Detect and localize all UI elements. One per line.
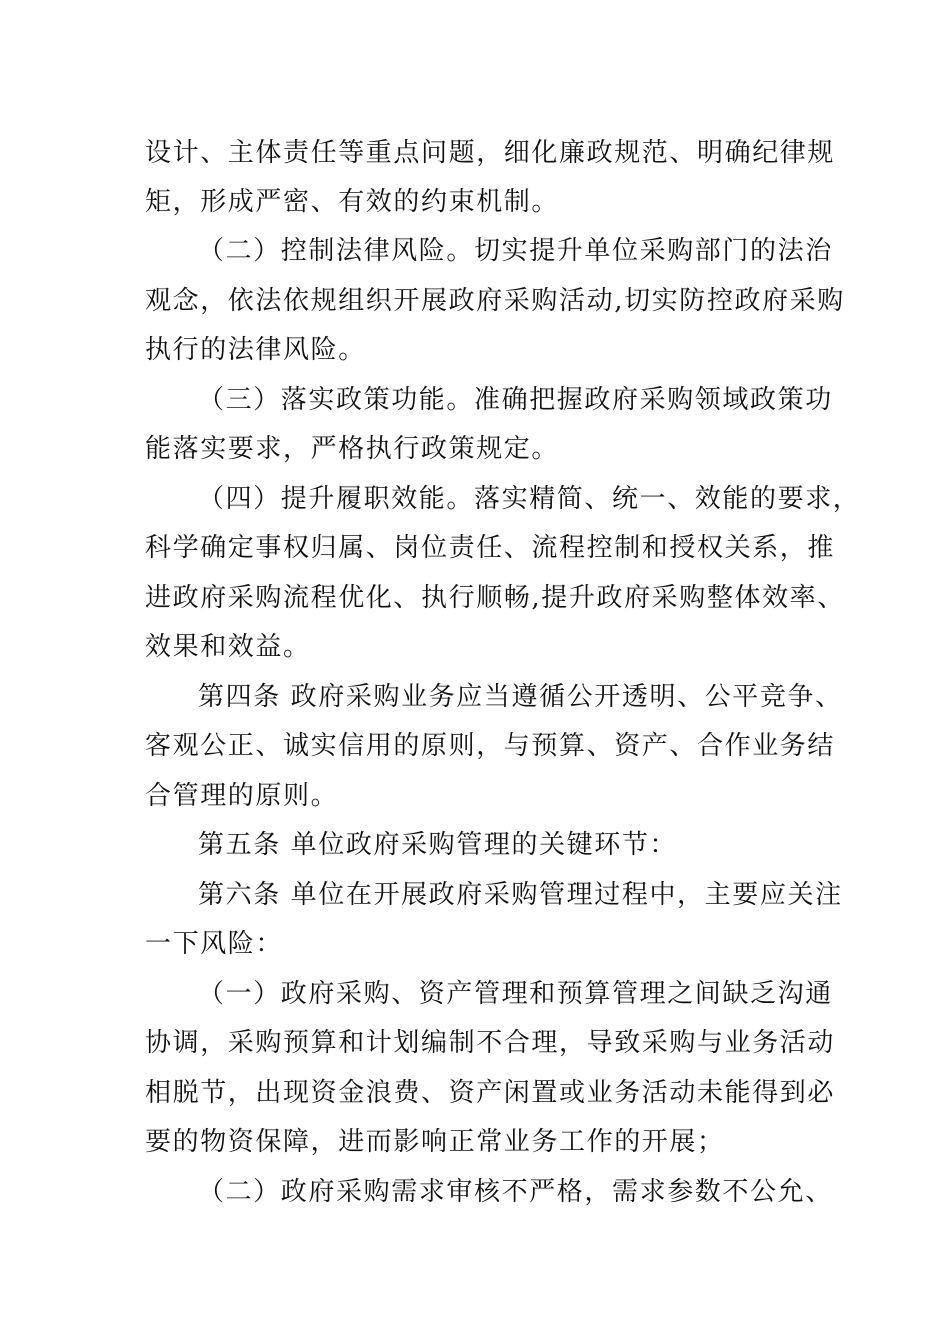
text-line: 合管理的原则。 xyxy=(145,781,339,811)
text-line: 第四条 政府采购业务应当遵循公开透明、公平竞争、 xyxy=(198,682,843,712)
text-line: 第六条 单位在开展政府采购管理过程中，主要应关注 xyxy=(198,880,843,910)
text-line: （三）落实政策功能。准确把握政府采购领域政策功 xyxy=(198,385,833,415)
text-line: 能落实要求，严格执行政策规定。 xyxy=(145,434,560,464)
text-line: 进政府采购流程优化、执行顺畅,提升政府采购整体效率、 xyxy=(145,583,845,613)
text-line: 执行的法律风险。 xyxy=(145,335,366,365)
text-line: （二）政府采购需求审核不严格，需求参数不公允、 xyxy=(198,1177,833,1207)
text-line: 相脱节，出现资金浪费、资产闲置或业务活动未能得到必 xyxy=(145,1078,836,1108)
text-line: 矩，形成严密、有效的约束机制。 xyxy=(145,187,560,217)
text-line: 协调，采购预算和计划编制不合理，导致采购与业务活动 xyxy=(145,1028,836,1058)
text-line: 设计、主体责任等重点问题，细化廉政规范、明确纪律规 xyxy=(145,138,836,168)
text-line: 效果和效益。 xyxy=(145,632,311,662)
text-line: 观念，依法依规组织开展政府采购活动,切实防控政府采购 xyxy=(145,286,845,316)
text-line: （一）政府采购、资产管理和预算管理之间缺乏沟通 xyxy=(198,979,833,1009)
text-line: （四）提升履职效能。落实精简、统一、效能的要求， xyxy=(198,484,861,514)
text-line: （二）控制法律风险。切实提升单位采购部门的法治 xyxy=(198,236,833,266)
text-line: 第五条 单位政府采购管理的关键环节： xyxy=(198,830,678,860)
text-line: 客观公正、诚实信用的原则，与预算、资产、合作业务结 xyxy=(145,731,836,761)
text-line: 科学确定事权归属、岗位责任、流程控制和授权关系，推 xyxy=(145,533,836,563)
text-line: 一下风险： xyxy=(145,929,284,959)
text-line: 要的物资保障，进而影响正常业务工作的开展； xyxy=(145,1127,725,1157)
